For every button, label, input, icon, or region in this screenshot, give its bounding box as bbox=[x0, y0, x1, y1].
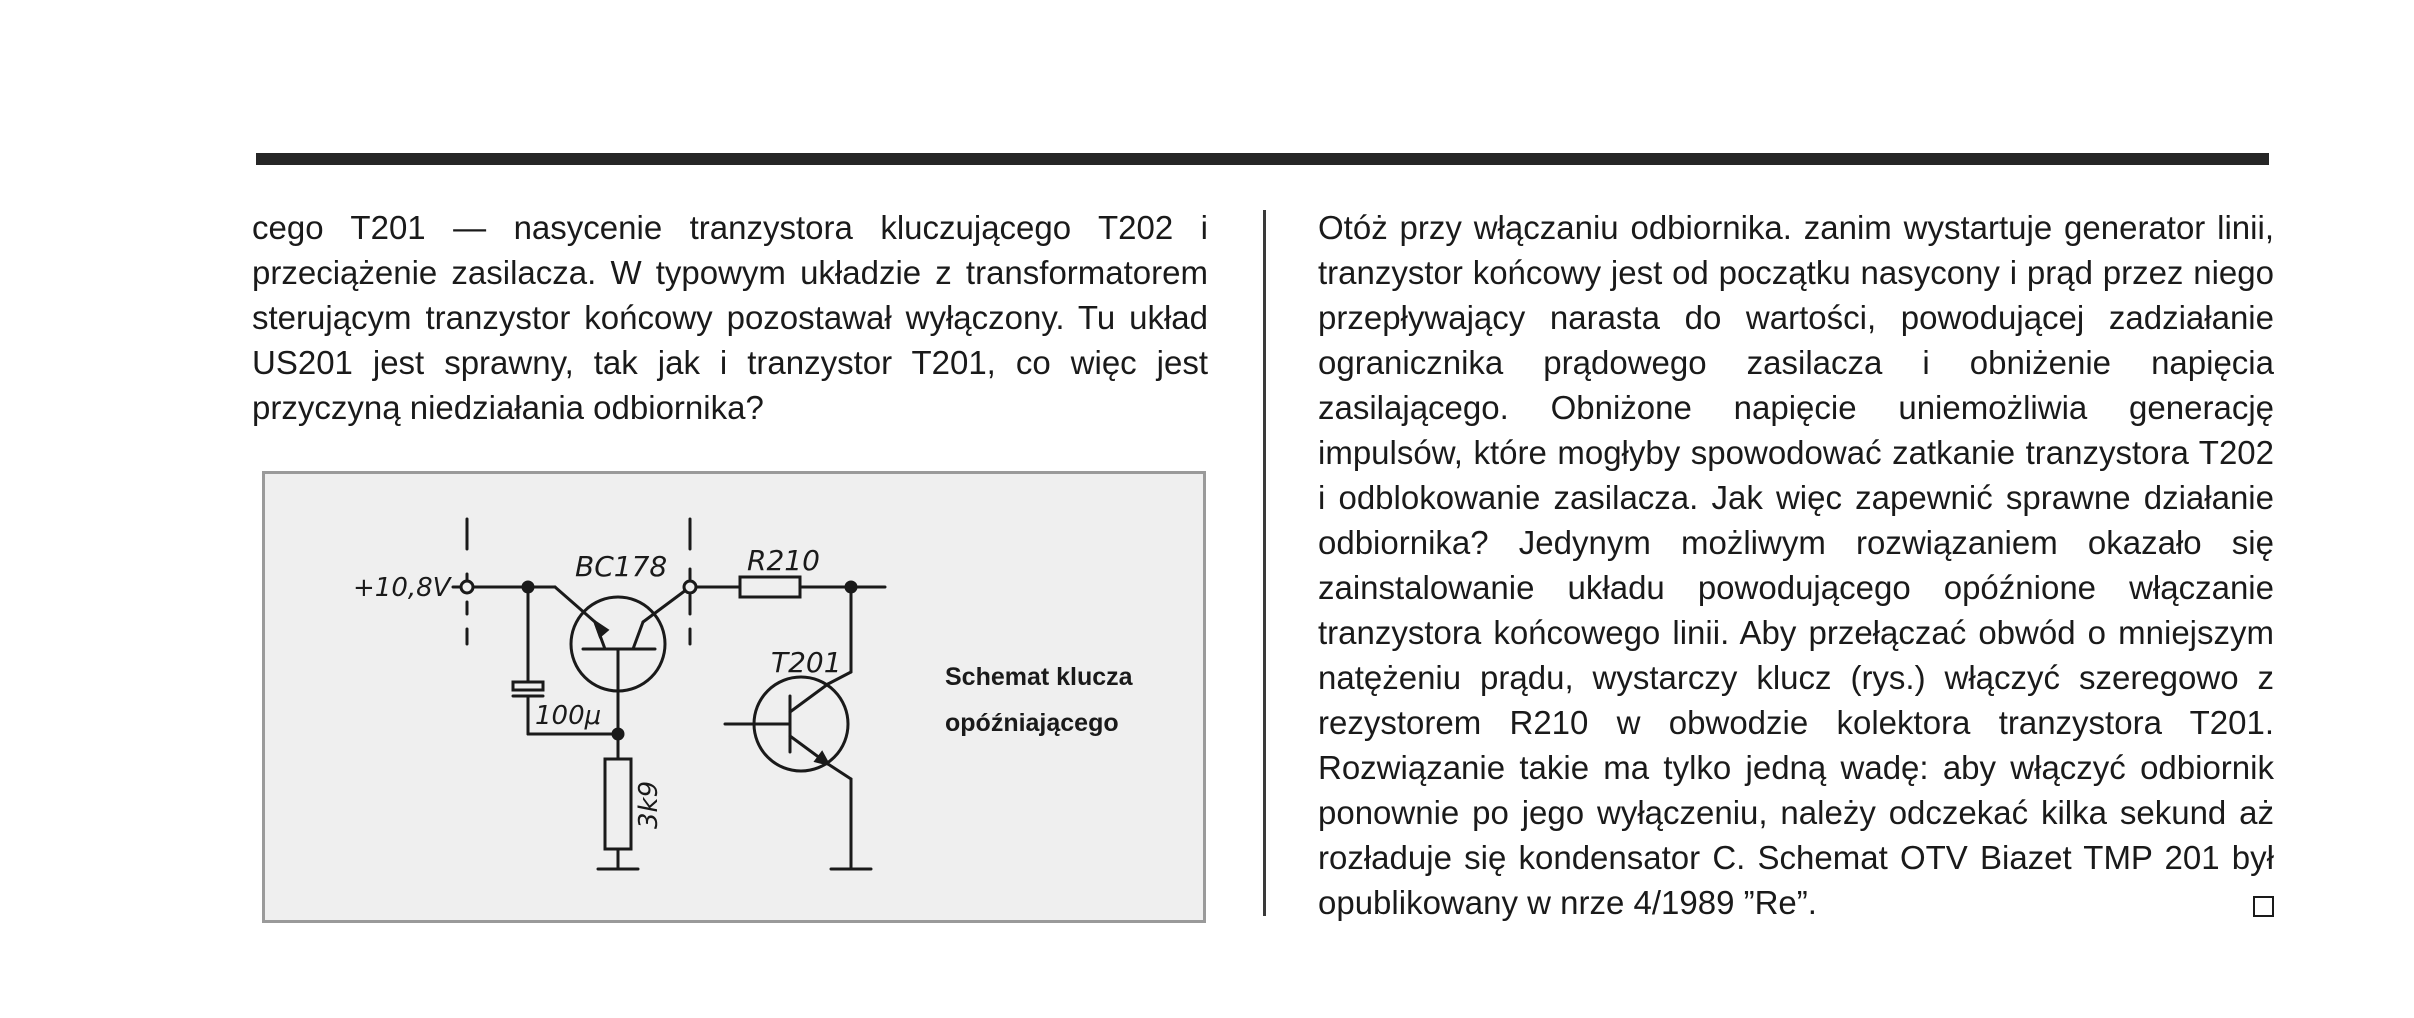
right-column bbox=[1318, 205, 2274, 925]
r210-terminal bbox=[684, 581, 696, 593]
supply-terminal bbox=[461, 581, 473, 593]
label-capacitor: 100μ bbox=[535, 701, 602, 731]
capacitor-100u bbox=[513, 682, 543, 690]
figure-caption bbox=[945, 654, 1155, 746]
schematic-figure bbox=[262, 471, 1206, 923]
label-t201: T201 bbox=[771, 646, 842, 679]
label-supply: +10,8V bbox=[353, 573, 451, 603]
left-paragraph: cego T201 — nasycenie tranzystora kluczującego T202 i przeciążenie zasilacza. W typowym układzie z transformatorem sterującym tranzystor końcowy pozostawał wyłączony. Tu układ US201 jest sprawny, tak jak i tranzystor T201, co więc jest przyczyną niedziałania odbiornika? bbox=[252, 209, 1208, 426]
left-column bbox=[252, 205, 1208, 430]
resistor-3k9 bbox=[605, 759, 631, 849]
label-bc178: BC178 bbox=[575, 550, 668, 583]
label-r210: R210 bbox=[747, 544, 820, 577]
figure-caption-text: Schemat klucza opóźniającego bbox=[945, 663, 1133, 737]
end-of-article-square-icon bbox=[2253, 896, 2274, 917]
right-paragraph bbox=[1318, 205, 2274, 925]
resistor-r210 bbox=[740, 577, 800, 597]
top-rule bbox=[256, 153, 2269, 165]
right-paragraph-text: Otóż przy włączaniu odbiornika. zanim wystartuje generator linii, tranzystor końcowy jest od początku nasycony i prąd przez niego przepływający narasta do wartości, powodującej zadziałanie ogranicznika prądowego zasilacza i obniżenie napięcia zasilającego. Obniżone napięcie uniemożliwia generację impulsów, które mogłyby spowodować zatkanie tranzystora T202 i odblokowanie zasilacza. Jak więc zapewnić sprawne działanie odbiornika? Jedynym możliwym rozwiązaniem okazało się zainstalowanie układu powodującego opóźnione włączanie tranzystora końcowego linii. Aby przełączać obwód o mniejszym natężeniu prądu, wystarczy klucz (rys.) włączyć szeregowo z rezystorem R210 w obwodzie kolektora tranzystora T201. Rozwiązanie takie ma tylko jedną wadę: aby włączyć odbiornik ponownie po jego wyłączeniu, należy odczekać kilka sekund aż rozładuje się kondensator C. Schemat OTV Biazet TMP 201 był opublikowany w nrze 4/1989 ”Re”. bbox=[1318, 209, 2274, 921]
label-3k9: 3k9 bbox=[634, 780, 664, 829]
column-divider bbox=[1263, 210, 1266, 916]
